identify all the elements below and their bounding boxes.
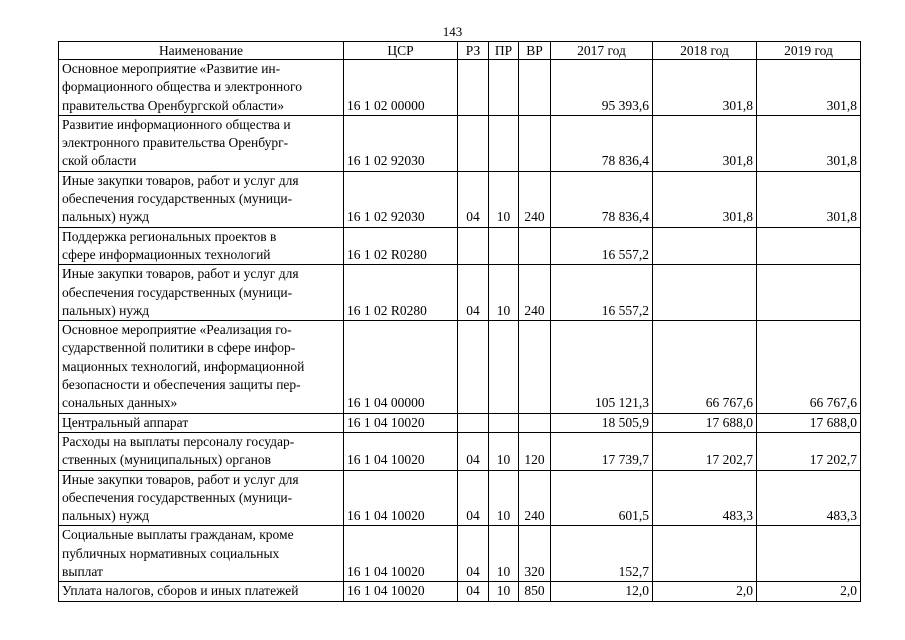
cell-name bbox=[59, 413, 344, 432]
name-line: Поддержка региональных проектов в bbox=[62, 228, 277, 244]
cell-2017: 95 393,6 bbox=[551, 60, 653, 116]
table-row bbox=[59, 265, 861, 321]
name-line: Основное мероприятие «Развитие ин- bbox=[62, 61, 281, 76]
header-row bbox=[59, 42, 861, 60]
cell-2019 bbox=[757, 265, 861, 321]
name-line: ственных (муниципальных) органов bbox=[62, 452, 272, 468]
cell-rz: 04 bbox=[458, 470, 489, 526]
name-line: обеспечения государственных (муници- bbox=[62, 284, 293, 300]
cell-2019: 301,8 bbox=[757, 115, 861, 171]
cell-2017: 12,0 bbox=[551, 582, 653, 601]
cell-2018: 301,8 bbox=[653, 171, 757, 227]
name-line: публичных нормативных социальных bbox=[62, 545, 280, 561]
cell-2017: 18 505,9 bbox=[551, 413, 653, 432]
name-line: пальных) нужд bbox=[62, 508, 150, 524]
name-line: Расходы на выплаты персоналу государ- bbox=[62, 433, 295, 449]
cell-vr: 120 bbox=[519, 432, 551, 470]
cell-2019: 483,3 bbox=[757, 470, 861, 526]
name-line: сональных данных» bbox=[62, 395, 178, 411]
name-line: Развитие информационного общества и bbox=[62, 116, 291, 132]
cell-2018: 66 767,6 bbox=[653, 321, 757, 413]
header-csr: ЦСР bbox=[344, 42, 458, 60]
cell-2018: 2,0 bbox=[653, 582, 757, 601]
name-line: сударственной политики в сфере инфор- bbox=[62, 340, 296, 356]
cell-2019: 2,0 bbox=[757, 582, 861, 601]
table-row bbox=[59, 227, 861, 265]
cell-2019: 301,8 bbox=[757, 60, 861, 116]
cell-2017: 78 836,4 bbox=[551, 171, 653, 227]
name-line: Иные закупки товаров, работ и услуг для bbox=[62, 172, 299, 188]
cell-pr bbox=[489, 413, 519, 432]
cell-name bbox=[59, 115, 344, 171]
cell-pr bbox=[489, 60, 519, 116]
name-line: электронного правительства Оренбург- bbox=[62, 135, 289, 151]
cell-vr: 240 bbox=[519, 470, 551, 526]
cell-rz bbox=[458, 321, 489, 413]
cell-vr bbox=[519, 321, 551, 413]
cell-2017: 16 557,2 bbox=[551, 265, 653, 321]
cell-rz bbox=[458, 413, 489, 432]
cell-vr: 240 bbox=[519, 171, 551, 227]
table-row bbox=[59, 115, 861, 171]
cell-pr: 10 bbox=[489, 265, 519, 321]
name-line: обеспечения государственных (муници- bbox=[62, 489, 293, 505]
name-line: безопасности и обеспечения защиты пер- bbox=[62, 377, 301, 393]
name-line: выплат bbox=[62, 564, 103, 580]
cell-vr: 320 bbox=[519, 526, 551, 582]
cell-vr bbox=[519, 115, 551, 171]
name-line: мационных технологий, информационной bbox=[62, 358, 305, 374]
cell-vr bbox=[519, 413, 551, 432]
header-vr: ВР bbox=[519, 42, 551, 60]
budget-table bbox=[58, 41, 861, 602]
cell-name bbox=[59, 321, 344, 413]
cell-name bbox=[59, 265, 344, 321]
name-line: обеспечения государственных (муници- bbox=[62, 191, 293, 207]
table-row bbox=[59, 470, 861, 526]
cell-rz: 04 bbox=[458, 265, 489, 321]
cell-2018 bbox=[653, 526, 757, 582]
table-row bbox=[59, 321, 861, 413]
name-line: Иные закупки товаров, работ и услуг для bbox=[62, 266, 299, 282]
header-2019: 2019 год bbox=[757, 42, 861, 60]
cell-name bbox=[59, 432, 344, 470]
cell-pr bbox=[489, 227, 519, 265]
cell-vr: 850 bbox=[519, 582, 551, 601]
cell-name bbox=[59, 227, 344, 265]
cell-2019: 66 767,6 bbox=[757, 321, 861, 413]
cell-rz: 04 bbox=[458, 432, 489, 470]
header-rz: РЗ bbox=[458, 42, 489, 60]
cell-rz bbox=[458, 115, 489, 171]
name-line: Уплата налогов, сборов и иных платежей bbox=[62, 583, 299, 599]
cell-pr: 10 bbox=[489, 171, 519, 227]
name-line: Иные закупки товаров, работ и услуг для bbox=[62, 471, 299, 487]
cell-2017: 16 557,2 bbox=[551, 227, 653, 265]
name-line: пальных) нужд bbox=[62, 209, 150, 225]
cell-csr: 16 1 04 10020 bbox=[344, 470, 458, 526]
cell-pr: 10 bbox=[489, 432, 519, 470]
cell-2019: 17 688,0 bbox=[757, 413, 861, 432]
cell-2017: 78 836,4 bbox=[551, 115, 653, 171]
header-name: Наименование bbox=[59, 42, 344, 60]
cell-vr bbox=[519, 60, 551, 116]
cell-2018 bbox=[653, 265, 757, 321]
cell-pr bbox=[489, 115, 519, 171]
cell-vr bbox=[519, 227, 551, 265]
cell-csr: 16 1 02 00000 bbox=[344, 60, 458, 116]
table-row bbox=[59, 582, 861, 601]
cell-2018: 483,3 bbox=[653, 470, 757, 526]
cell-rz: 04 bbox=[458, 526, 489, 582]
name-line: Центральный аппарат bbox=[62, 414, 189, 430]
page-number: 143 bbox=[442, 24, 463, 39]
cell-csr: 16 1 04 10020 bbox=[344, 526, 458, 582]
cell-pr bbox=[489, 321, 519, 413]
name-line: правительства Оренбургской области» bbox=[62, 97, 285, 113]
cell-2019: 17 202,7 bbox=[757, 432, 861, 470]
table-row bbox=[59, 432, 861, 470]
cell-vr: 240 bbox=[519, 265, 551, 321]
cell-rz bbox=[458, 227, 489, 265]
cell-csr: 16 1 04 10020 bbox=[344, 432, 458, 470]
cell-2018: 17 202,7 bbox=[653, 432, 757, 470]
cell-csr: 16 1 04 00000 bbox=[344, 321, 458, 413]
table-row bbox=[59, 526, 861, 582]
table-row bbox=[59, 60, 861, 116]
name-line: формационного общества и электронного bbox=[62, 79, 302, 95]
name-line: Социальные выплаты гражданам, кроме bbox=[62, 527, 294, 543]
cell-2018: 301,8 bbox=[653, 60, 757, 116]
cell-2017: 601,5 bbox=[551, 470, 653, 526]
cell-2017: 152,7 bbox=[551, 526, 653, 582]
cell-2017: 17 739,7 bbox=[551, 432, 653, 470]
cell-rz: 04 bbox=[458, 582, 489, 601]
name-line: пальных) нужд bbox=[62, 302, 150, 318]
cell-csr: 16 1 04 10020 bbox=[344, 413, 458, 432]
name-line: Основное мероприятие «Реализация го- bbox=[62, 322, 292, 338]
cell-pr: 10 bbox=[489, 470, 519, 526]
cell-csr: 16 1 02 92030 bbox=[344, 171, 458, 227]
table-row bbox=[59, 413, 861, 432]
cell-pr: 10 bbox=[489, 526, 519, 582]
table-row bbox=[59, 171, 861, 227]
cell-name bbox=[59, 470, 344, 526]
cell-rz bbox=[458, 60, 489, 116]
cell-2019 bbox=[757, 526, 861, 582]
cell-2019 bbox=[757, 227, 861, 265]
cell-2018: 301,8 bbox=[653, 115, 757, 171]
cell-csr: 16 1 02 R0280 bbox=[344, 227, 458, 265]
cell-csr: 16 1 04 10020 bbox=[344, 582, 458, 601]
header-2017: 2017 год bbox=[551, 42, 653, 60]
cell-name bbox=[59, 60, 344, 116]
cell-2018 bbox=[653, 227, 757, 265]
cell-name bbox=[59, 171, 344, 227]
name-line: ской области bbox=[62, 153, 137, 169]
cell-pr: 10 bbox=[489, 582, 519, 601]
header-2018: 2018 год bbox=[653, 42, 757, 60]
cell-2017: 105 121,3 bbox=[551, 321, 653, 413]
table-body bbox=[59, 60, 861, 602]
cell-csr: 16 1 02 92030 bbox=[344, 115, 458, 171]
cell-name bbox=[59, 582, 344, 601]
cell-name bbox=[59, 526, 344, 582]
header-pr: ПР bbox=[489, 42, 519, 60]
cell-2018: 17 688,0 bbox=[653, 413, 757, 432]
cell-rz: 04 bbox=[458, 171, 489, 227]
cell-csr: 16 1 02 R0280 bbox=[344, 265, 458, 321]
cell-2019: 301,8 bbox=[757, 171, 861, 227]
name-line: сфере информационных технологий bbox=[62, 246, 271, 262]
